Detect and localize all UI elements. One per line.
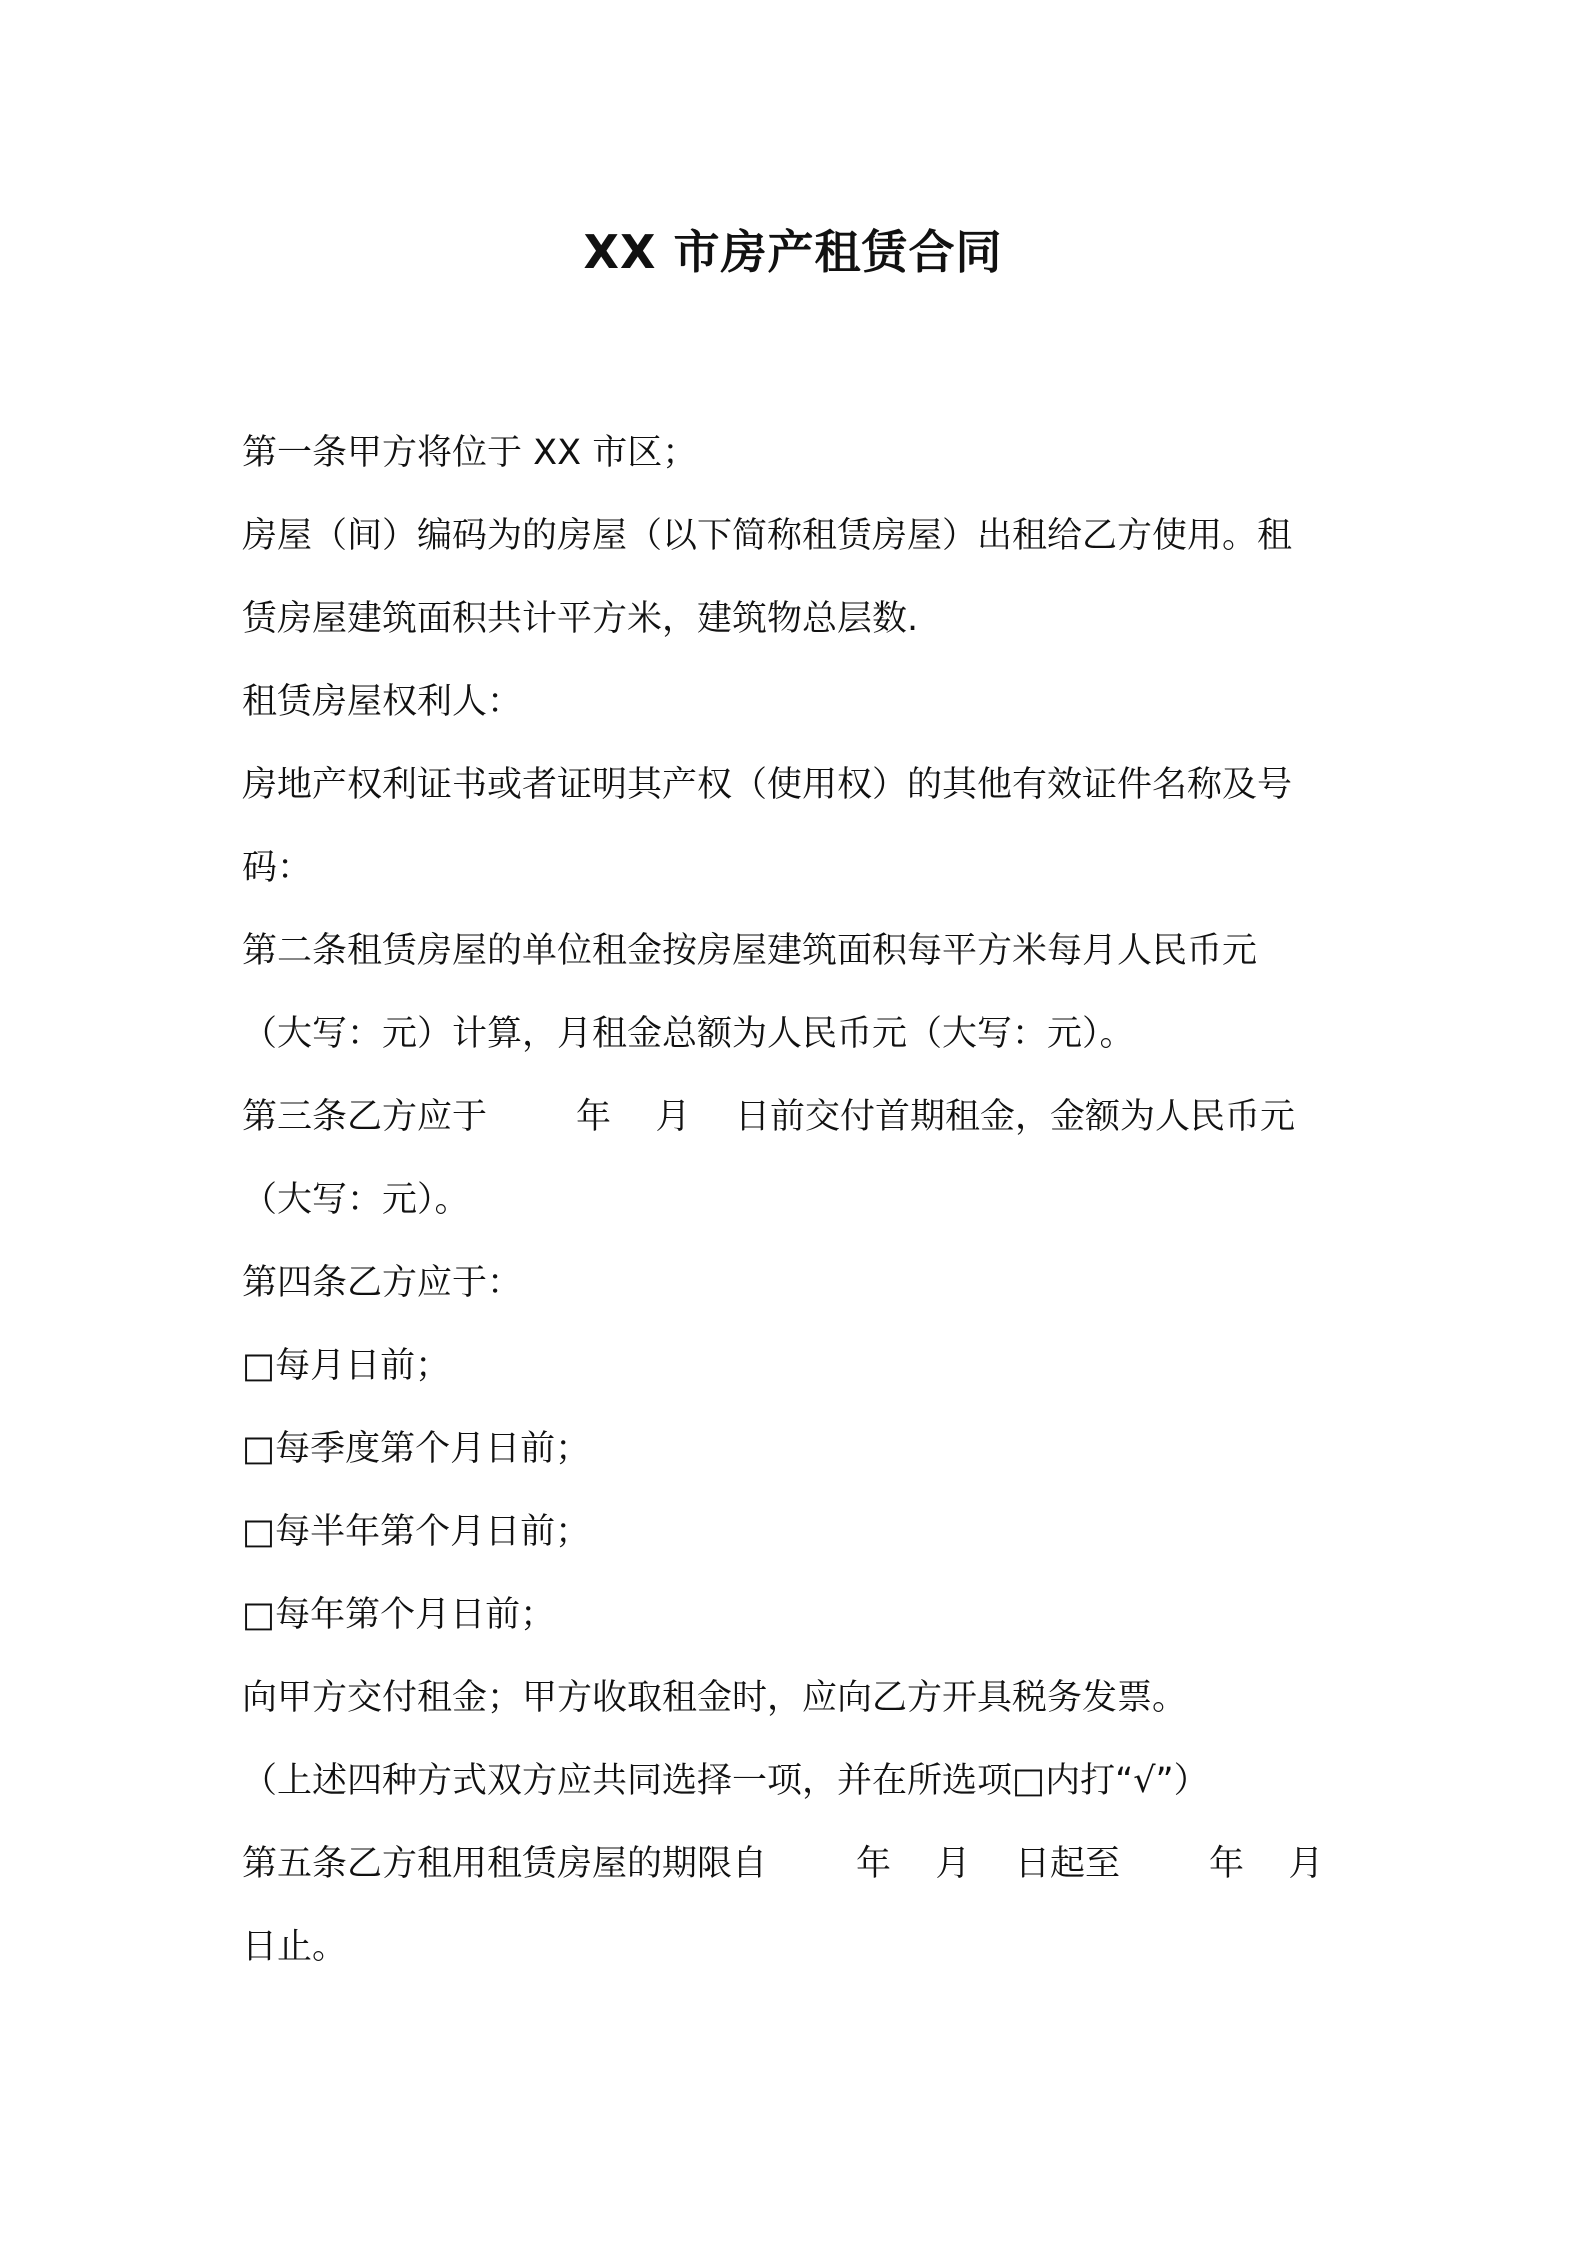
clause-1-line: 第一条甲方将位于 XX 市区； bbox=[242, 433, 698, 473]
clause-1-owner-line: 租赁房屋权利人： bbox=[242, 682, 523, 722]
payment-option-quarterly: □每季度第个月日前； bbox=[242, 1429, 591, 1469]
payment-instruction-line: 向甲方交付租金；甲方收取租金时，应向乙方开具税务发票。 bbox=[242, 1678, 1188, 1718]
clause-1-house-line-2: 赁房屋建筑面积共计平方米，建筑物总层数. bbox=[242, 599, 919, 639]
selection-note-line: （上述四种方式双方应共同选择一项，并在所选项□内打“√”） bbox=[242, 1761, 1209, 1801]
document-body bbox=[242, 412, 1362, 1989]
clause-5-line-2: 日止。 bbox=[242, 1927, 348, 1967]
clause-3-line-1: 第三条乙方应于 年 月 日前交付首期租金，金额为人民币元 bbox=[242, 1097, 1296, 1137]
clause-2-line-2: （大写：元）计算，月租金总额为人民币元（大写：元）。 bbox=[242, 1014, 1135, 1054]
document-title: XX 市房产租赁合同 bbox=[583, 225, 1003, 279]
clause-2-line-1: 第二条租赁房屋的单位租金按房屋建筑面积每平方米每月人民币元 bbox=[242, 931, 1258, 971]
clause-1-certificate-line-2: 码： bbox=[242, 848, 313, 888]
clause-1-house-line-1: 房屋（间）编码为的房屋（以下简称租赁房屋）出租给乙方使用。租 bbox=[242, 516, 1293, 556]
clause-3-line-2: （大写：元）。 bbox=[242, 1180, 470, 1220]
clause-1-certificate-line-1: 房地产权利证书或者证明其产权（使用权）的其他有效证件名称及号 bbox=[242, 765, 1293, 805]
clause-4-line: 第四条乙方应于： bbox=[242, 1263, 523, 1303]
clause-5-line-1: 第五条乙方租用租赁房屋的期限自 年 月 日起至 年 月 bbox=[242, 1844, 1324, 1884]
payment-option-half-year: □每半年第个月日前； bbox=[242, 1512, 591, 1552]
payment-option-monthly: □每月日前； bbox=[242, 1346, 451, 1386]
payment-option-yearly: □每年第个月日前； bbox=[242, 1595, 556, 1635]
